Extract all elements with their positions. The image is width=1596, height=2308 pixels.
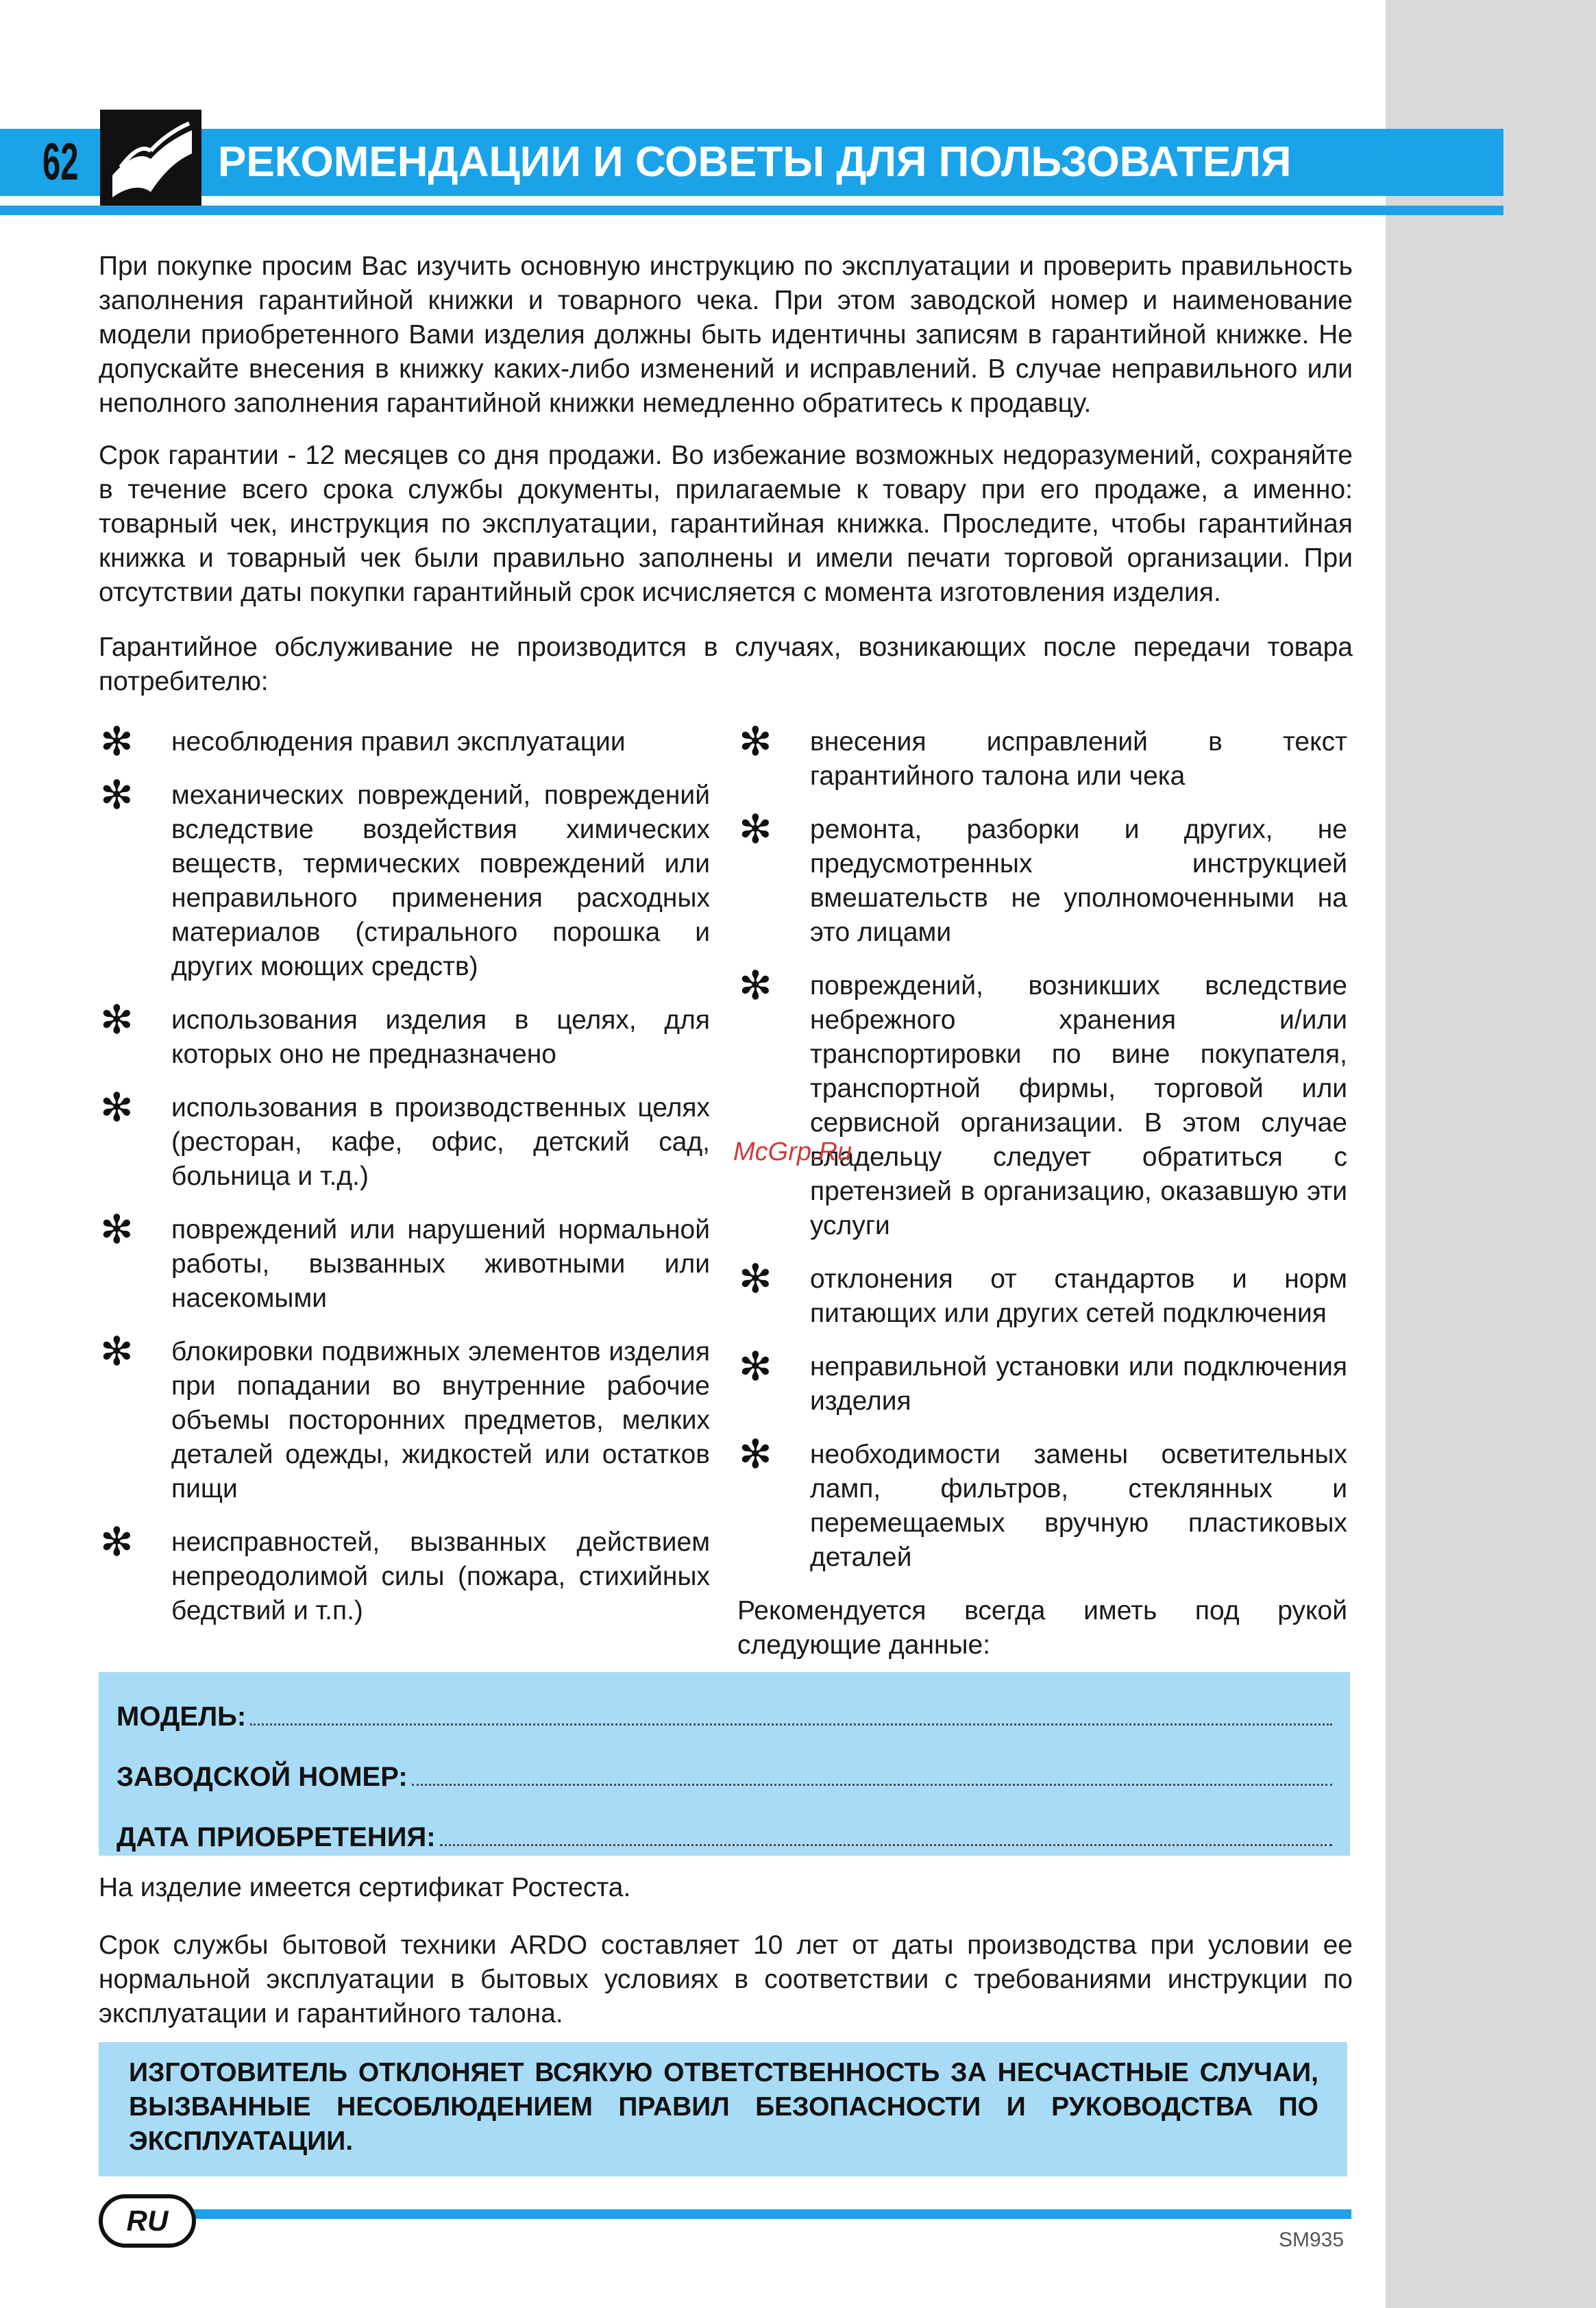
page-title: РЕКОМЕНДАЦИИ И СОВЕТЫ ДЛЯ ПОЛЬЗОВАТЕЛЯ xyxy=(218,138,1292,186)
model-fill-line xyxy=(250,1723,1332,1726)
asterisk-bullet-icon: ✻ xyxy=(100,773,134,818)
list-item: ✻ механических повреждений, повреждений вследствие воздействия химических веществ, термических повреждений или неправильного применения расходных материалов (стирального порошка и других моющих средств) xyxy=(100,773,710,981)
list-item: ✻ необходимости замены осветительных ламп, фильтров, стеклянных и перемещаемых вручную пластиковых деталей xyxy=(739,1432,1347,1572)
asterisk-bullet-icon: ✻ xyxy=(100,1329,134,1374)
asterisk-bullet-icon: ✻ xyxy=(100,998,134,1042)
purchase-date-fill-line xyxy=(440,1844,1332,1846)
asterisk-bullet-icon: ✻ xyxy=(739,720,772,764)
asterisk-bullet-icon: ✻ xyxy=(100,1085,134,1130)
list-item: ✻ использования в производственных целях (ресторан, кафе, офис, детский сад, больница и т.д.) xyxy=(100,1085,710,1191)
asterisk-bullet-icon: ✻ xyxy=(739,807,772,852)
list-item: ✻ блокировки подвижных элементов изделия при попадании во внутренние рабочие объемы посторонних предметов, мелких деталей одежды, жидкостей или остатков пищи xyxy=(100,1329,710,1503)
header-underline xyxy=(0,206,1503,215)
list-item: ✻ отклонения от стандартов и норм питающих или других сетей подключения xyxy=(739,1257,1347,1328)
serial-label: ЗАВОДСКОЙ НОМЕР: xyxy=(116,1762,408,1792)
exclusions-right-column xyxy=(737,720,1347,1662)
watermark: McGrp.Ru xyxy=(733,1138,852,1166)
serial-fill-line xyxy=(412,1784,1332,1786)
exclusions-left-column xyxy=(99,720,710,1647)
list-item: ✻ несоблюдения правил эксплуатации xyxy=(100,720,626,764)
model-label: МОДЕЛЬ: xyxy=(116,1702,247,1732)
intro-paragraph-2: Срок гарантии - 12 месяцев со дня продажи. Во избежание возможных недоразумений, сохраняйте в течение всего срока службы документы, прилагаемые к товару при его продаже, а именно: товарный чек, инструкция по эксплуатации, гарантийная книжка. Проследите, чтобы гарантийная книжка и товарный чек были правильно заполнены и имели печати торговой организации. При отсутствии даты покупки гарантийный срок исчисляется с момента изготовления изделия. xyxy=(99,441,1353,607)
recommendation-text: Рекомендуется всегда иметь под рукой следующие данные: xyxy=(737,1596,1347,1660)
footer-line xyxy=(103,2209,1351,2219)
intro-paragraph-3: Гарантийное обслуживание не производится в случаях, возникающих после передачи товара потребителю: xyxy=(99,633,1353,696)
product-info-box xyxy=(99,1672,1350,1856)
model-code: SM935 xyxy=(1279,2229,1345,2251)
asterisk-bullet-icon: ✻ xyxy=(100,720,134,764)
model-field xyxy=(116,1693,1332,1734)
list-item: ✻ внесения исправлений в текст гарантийного талона или чека xyxy=(739,720,1347,791)
serial-field xyxy=(116,1753,1332,1794)
purchase-date-label: ДАТА ПРИОБРЕТЕНИЯ: xyxy=(116,1822,436,1852)
list-item: ✻ повреждений или нарушений нормальной работы, вызванных животными или насекомыми xyxy=(100,1207,710,1313)
asterisk-bullet-icon: ✻ xyxy=(739,1345,772,1389)
list-item: ✻ использования изделия в целях, для которых оно не предназначено xyxy=(100,998,710,1069)
list-item: ✻ ремонта, разборки и других, не предусмотренных инструкцией вмешательств не уполномоченными на это лицами xyxy=(739,807,1347,947)
asterisk-bullet-icon: ✻ xyxy=(739,963,772,1008)
purchase-date-field xyxy=(116,1813,1332,1854)
asterisk-bullet-icon: ✻ xyxy=(100,1207,134,1252)
warning-box xyxy=(99,2042,1347,2176)
page-number: 62 xyxy=(42,133,79,191)
warning-text: ИЗГОТОВИТЕЛЬ ОТКЛОНЯЕТ ВСЯКУЮ ОТВЕТСТВЕННОСТЬ ЗА НЕСЧАСТНЫЕ СЛУЧАИ, ВЫЗВАННЫЕ НЕСОБЛЮДЕНИЕМ ПРАВИЛ БЕЗОПАСНОСТИ И РУКОВОДСТВА ПО ЭКСПЛУАТАЦИИ. xyxy=(129,2058,1318,2156)
service-life-text: Срок службы бытовой техники ARDO составляет 10 лет от даты производства при условии ее нормальной эксплуатации в бытовых условиях в соответствии с требованиями инструкции по эксплуатации и гарантийного талона. xyxy=(99,1930,1353,2028)
certificate-text: На изделие имеется сертификат Ростеста. xyxy=(99,1873,631,1902)
list-item: ✻ повреждений, возникших вследствие небрежного хранения и/или транспортировки по вине покупателя, транспортной фирмы, торговой или сервисной организации. В этом случае владельцу следует обратиться с претензией в организацию, оказавшую эти услуги xyxy=(739,963,1347,1240)
list-item: ✻ неправильной установки или подключения изделия xyxy=(739,1345,1347,1416)
intro-paragraph-1: При покупке просим Вас изучить основную инструкцию по эксплуатации и проверить правильность заполнения гарантийной книжки и товарного чека. При этом заводской номер и наименование модели приобретенного Вами изделия должны быть идентичны записям в гарантийной книжке. Не допускайте внесения в книжку каких-либо изменений и исправлений. В случае неправильного или неполного заполнения гарантийной книжки немедленно обратитесь к продавцу. xyxy=(99,251,1353,418)
list-item: ✻ неисправностей, вызванных действием непреодолимой силы (пожара, стихийных бедствий и т.п.) xyxy=(100,1520,710,1625)
asterisk-bullet-icon: ✻ xyxy=(739,1432,772,1477)
asterisk-bullet-icon: ✻ xyxy=(100,1520,134,1564)
open-book-icon xyxy=(100,110,201,206)
side-margin-bar xyxy=(1386,0,1596,2308)
language-badge: RU xyxy=(99,2194,196,2248)
asterisk-bullet-icon: ✻ xyxy=(739,1257,772,1301)
